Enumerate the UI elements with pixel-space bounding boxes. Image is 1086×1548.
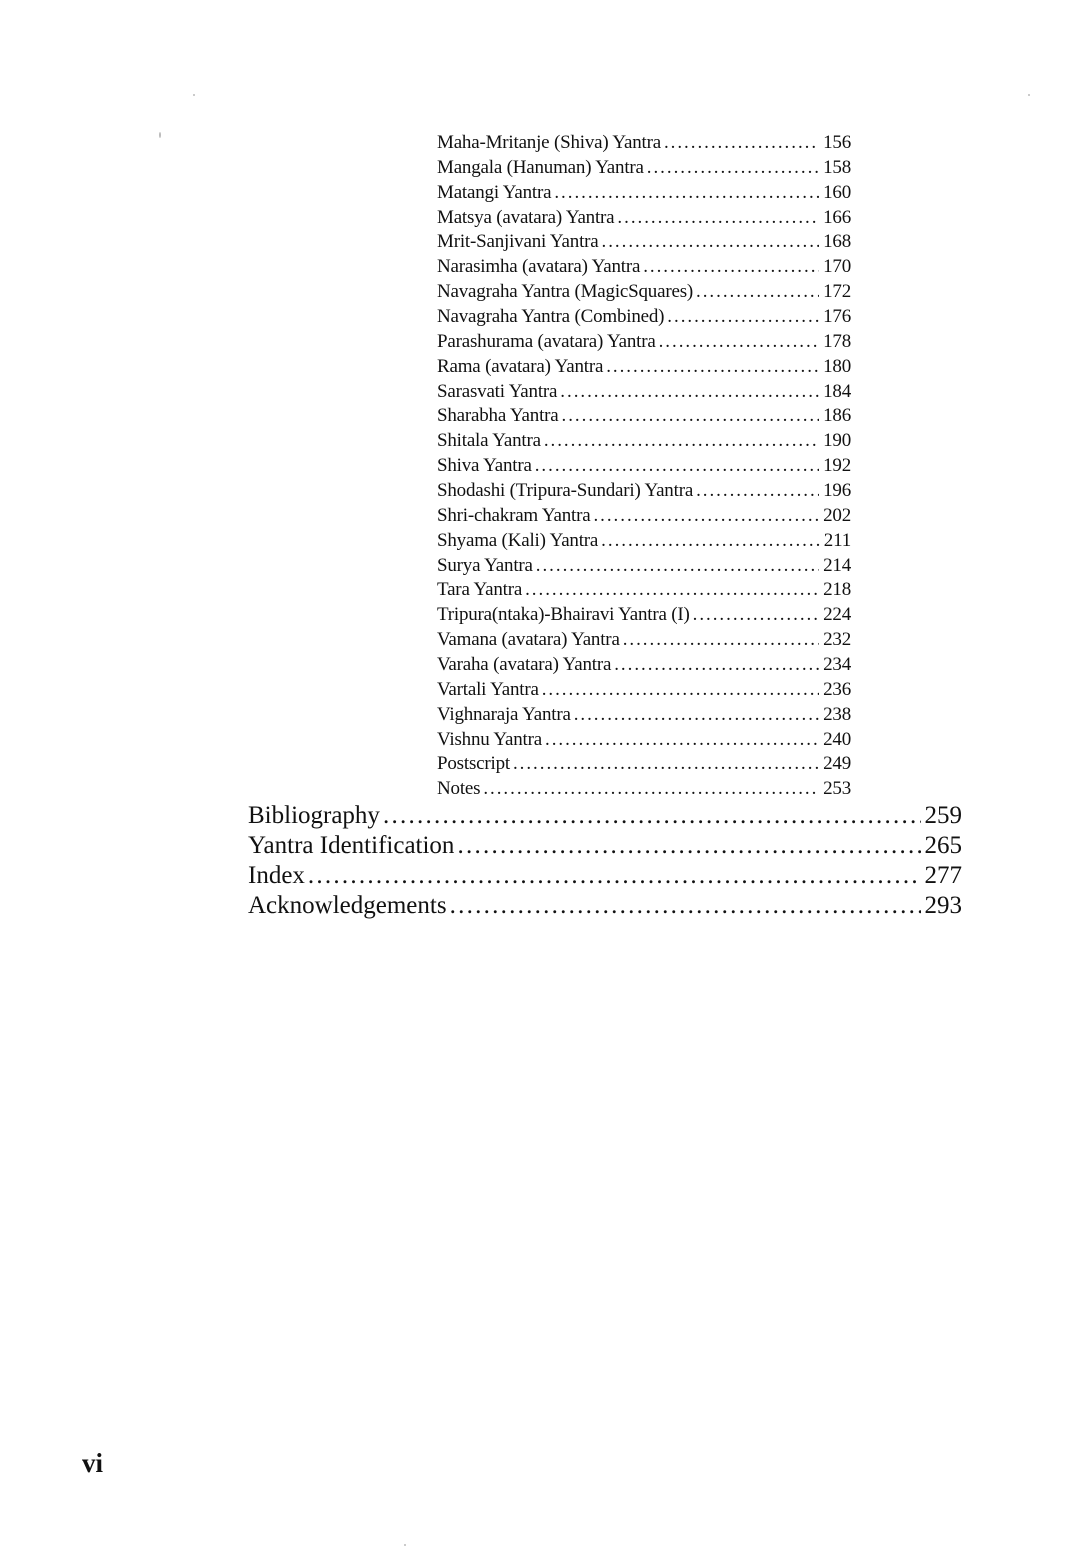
toc-entry-page: 178: [823, 330, 851, 352]
dot-leader: [544, 429, 819, 454]
toc-entry-title: Narasimha (avatara) Yantra: [437, 256, 641, 278]
dot-leader: [457, 831, 920, 861]
toc-entry[interactable]: [437, 703, 851, 728]
toc-entry[interactable]: [437, 554, 851, 579]
toc-entry-page: 214: [823, 554, 851, 576]
scan-speck: [193, 94, 195, 96]
toc-entry-title: Shodashi (Tripura-Sundari) Yantra: [437, 480, 694, 502]
toc-main-entry-page: 293: [924, 891, 962, 919]
page-number-folio: vi: [82, 1448, 104, 1478]
toc-entry-page: 192: [823, 455, 851, 477]
toc-entry-title: Shiva Yantra: [437, 455, 532, 477]
toc-entry-page: 218: [823, 579, 851, 601]
toc-entry-page: 190: [823, 430, 851, 452]
toc-main-entry-title: Yantra Identification: [248, 831, 455, 859]
toc-entry-title: Vartali Yantra: [437, 678, 539, 700]
dot-leader: [535, 454, 819, 479]
toc-entry-page: 211: [823, 529, 851, 551]
toc-entry-title: Shyama (Kali) Yantra: [437, 529, 599, 551]
dot-leader: [647, 156, 819, 181]
toc-entry[interactable]: [437, 628, 851, 653]
toc-main-entry-title: Acknowledgements: [248, 891, 447, 919]
scan-speck: [159, 132, 161, 138]
dot-leader: [659, 330, 819, 355]
dot-leader: [513, 752, 819, 777]
toc-entry[interactable]: [437, 181, 851, 206]
dot-leader: [542, 678, 819, 703]
toc-entry-page: 180: [823, 355, 851, 377]
toc-entry-title: Vighnaraja Yantra: [437, 703, 571, 725]
toc-entry[interactable]: [437, 355, 851, 380]
dot-leader: [664, 131, 819, 156]
toc-entry-title: Matsya (avatara) Yantra: [437, 206, 615, 228]
toc-entry-page: 240: [823, 728, 851, 750]
toc-entry[interactable]: [437, 131, 851, 156]
toc-entry-page: 234: [823, 654, 851, 676]
toc-main-entry[interactable]: [248, 801, 962, 831]
toc-entry-title: Sarasvati Yantra: [437, 380, 558, 402]
toc-main-entry-title: Bibliography: [248, 802, 380, 829]
scan-speck: [404, 1544, 406, 1546]
scan-speck: [1028, 94, 1030, 96]
toc-entry-page: 176: [823, 306, 851, 328]
dot-leader: [525, 578, 819, 603]
dot-leader: [623, 628, 819, 653]
dot-leader: [483, 777, 819, 802]
toc-entry-page: 170: [823, 256, 851, 278]
toc-entry[interactable]: [437, 305, 851, 330]
toc-entry-title: Shri-chakram Yantra: [437, 504, 591, 526]
toc-entry[interactable]: [437, 603, 851, 628]
toc-entry-page: 184: [823, 380, 851, 402]
toc-entry[interactable]: [437, 280, 851, 305]
toc-main-entry-title: Index: [248, 861, 305, 889]
toc-entry[interactable]: [437, 230, 851, 255]
toc-entry-page: 236: [823, 678, 851, 700]
toc-entry-title: Rama (avatara) Yantra: [437, 355, 604, 377]
toc-entry-page: 156: [823, 132, 851, 153]
dot-leader: [536, 554, 819, 579]
toc-entry-title: Matangi Yantra: [437, 181, 552, 203]
dot-leader: [554, 181, 819, 206]
toc-entry-page: 202: [823, 504, 851, 526]
toc-entry-title: Tripura(ntaka)-Bhairavi Yantra (I): [437, 604, 690, 626]
toc-entry[interactable]: [437, 777, 851, 802]
dot-leader: [606, 355, 819, 380]
toc-entry[interactable]: [437, 429, 851, 454]
toc-entry-title: Shitala Yantra: [437, 430, 541, 452]
dot-leader: [383, 801, 921, 831]
toc-main-entry[interactable]: [248, 861, 962, 891]
toc-entry-title: Tara Yantra: [437, 579, 523, 601]
toc-main-entry-page: 265: [924, 831, 962, 859]
toc-entry[interactable]: [437, 653, 851, 678]
toc-main-entry[interactable]: [248, 831, 962, 861]
toc-entry-title: Parashurama (avatara) Yantra: [437, 330, 656, 352]
toc-entry-page: 224: [823, 604, 851, 626]
toc-entry-page: 160: [823, 181, 851, 203]
toc-entry-title: Mrit-Sanjivani Yantra: [437, 231, 599, 253]
toc-entry[interactable]: [437, 529, 851, 554]
dot-leader: [562, 404, 820, 429]
toc-main-entry-page: 277: [924, 861, 962, 889]
dot-leader: [308, 861, 921, 891]
toc-main-entry-page: 259: [924, 802, 962, 829]
toc-entry[interactable]: [437, 404, 851, 429]
dot-leader: [602, 230, 820, 255]
toc-entry[interactable]: [437, 156, 851, 181]
toc-entry-page: 238: [823, 703, 851, 725]
toc-entry-page: 186: [823, 405, 851, 427]
toc-entry[interactable]: [437, 728, 851, 753]
toc-entry[interactable]: [437, 380, 851, 405]
toc-entry-title: Notes: [437, 778, 481, 800]
dot-leader: [560, 380, 819, 405]
toc-entry-title: Surya Yantra: [437, 554, 533, 576]
toc-main-entry[interactable]: [248, 891, 962, 921]
toc-entry-title: Vamana (avatara) Yantra: [437, 629, 620, 651]
toc-entry-title: Mangala (Hanuman) Yantra: [437, 156, 644, 178]
toc-entry[interactable]: [437, 752, 851, 777]
toc-entry-title: Navagraha Yantra (MagicSquares): [437, 281, 694, 303]
toc-entry-title: Navagraha Yantra (Combined): [437, 306, 665, 328]
toc-entry[interactable]: [437, 206, 851, 231]
dot-leader: [696, 280, 819, 305]
toc-entry-page: 168: [823, 231, 851, 253]
toc-main-list: [248, 801, 962, 921]
toc-entry[interactable]: [437, 578, 851, 603]
toc-entry-page: 249: [823, 753, 851, 775]
dot-leader: [450, 891, 921, 921]
toc-entry-page: 196: [823, 480, 851, 502]
dot-leader: [696, 479, 819, 504]
toc-entry-page: 253: [823, 778, 851, 800]
toc-subsection-list: [437, 131, 851, 802]
toc-entry-title: Varaha (avatara) Yantra: [437, 654, 612, 676]
toc-entry[interactable]: [437, 479, 851, 504]
toc-entry[interactable]: [437, 255, 851, 280]
toc-entry[interactable]: [437, 454, 851, 479]
toc-entry[interactable]: [437, 678, 851, 703]
toc-entry-title: Vishnu Yantra: [437, 728, 542, 750]
toc-entry-title: Maha-Mritanje (Shiva) Yantra: [437, 132, 661, 153]
dot-leader: [617, 206, 819, 231]
dot-leader: [667, 305, 819, 330]
dot-leader: [693, 603, 819, 628]
dot-leader: [601, 529, 820, 554]
toc-entry-title: Sharabha Yantra: [437, 405, 559, 427]
dot-leader: [643, 255, 819, 280]
dot-leader: [545, 728, 819, 753]
toc-entry[interactable]: [437, 330, 851, 355]
dot-leader: [614, 653, 819, 678]
toc-entry-page: 158: [823, 156, 851, 178]
toc-entry[interactable]: [437, 504, 851, 529]
dot-leader: [574, 703, 819, 728]
toc-entry-page: 166: [823, 206, 851, 228]
dot-leader: [593, 504, 819, 529]
toc-entry-title: Postscript: [437, 753, 510, 775]
toc-entry-page: 172: [823, 281, 851, 303]
toc-entry-page: 232: [823, 629, 851, 651]
